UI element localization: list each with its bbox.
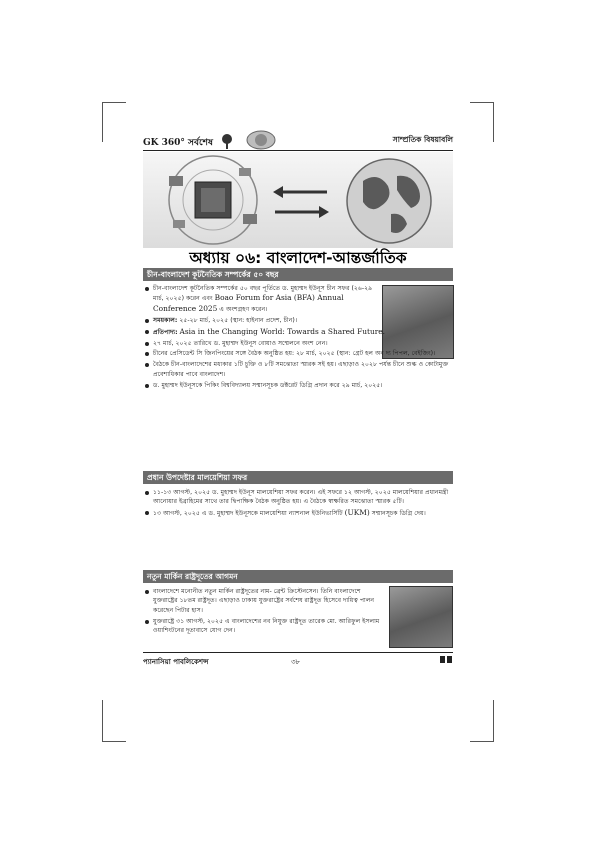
chapter-title: অধ্যায় ০৬: বাংলাদেশ-আন্তর্জাতিক (189, 249, 407, 267)
satellite-network-icon (163, 154, 273, 246)
list-item: ১৩ আগস্ট, ২০২৫ এ ড. মুহাম্মদ ইউনূসকে মালয়েশিয়া ন্যাশনাল ইউনিভার্সিটি (UKM) সম্মানসূচক ডিগ্রি দেয়। (143, 508, 453, 518)
list-item: ড. মুহাম্মদ ইউনূসকে পিকিং বিশ্ববিদ্যালয় সম্মানসূচক ডক্টরেট ডিগ্রি প্রদান করে ২৯ মার্চ, ২০২৫। (143, 381, 453, 390)
bullet-list-china (143, 284, 453, 392)
crop-mark (102, 102, 103, 142)
crop-mark (102, 700, 103, 742)
list-item: সময়কাল: ২৫-২৮ মার্চ, ২০২৫ (স্থান: হাইনান প্রদেশ, চীন)। (143, 316, 453, 325)
list-item: ১১-১৩ আগস্ট, ২০২৫ ড. মুহাম্মদ ইউনূস মালয়েশিয়া সফর করেন। এই সফরে ১২ আগস্ট, ২০২৫ মালয়েশিয়ার প্রধানমন্ত্রী আনোয়ার ইব্রাহিমের সাথে তার দ্বিপাক্ষিক বৈঠক অনুষ্ঠিত হয়। এ বৈঠকে স্বাক্ষরিত সমঝোতা স্মারক ৫টি। (143, 488, 453, 507)
list-item: ২৭ মার্চ, ২০২৫ তারিখে ড. মুহাম্মদ ইউনূস বোয়াও সম্মেলনে অংশ নেন। (143, 339, 453, 348)
crop-mark (102, 741, 126, 742)
page-footer (143, 652, 453, 667)
crop-mark (470, 741, 494, 742)
list-item: যুক্তরাষ্ট্রে ৩১ আগস্ট, ২০২৫ এ বাংলাদেশের নব নিযুক্ত রাষ্ট্রদূত তারেক মো. আরিফুল ইসলাম ওয়াশিংটনের দূতাবাসে যোগ দেন। (143, 617, 453, 636)
publisher-name: প্যানাসিয়া পাবলিকেশন্স (143, 658, 209, 666)
crop-mark (493, 102, 494, 142)
page-number: ৩৮ (291, 658, 301, 666)
section-tag: সাম্প্রতিক বিষয়াবলি (392, 135, 453, 144)
list-item: চীন-বাংলাদেশ কূটনৈতিক সম্পর্কের ৫০ বছর পূর্তিতে ড. মুহাম্মদ ইউনূস চীন সফর (২৬-২৯ মার্চ, ২০২৫) করেন এবং Boao Forum for Asia (BFA) Annual Conference 2025 এ অংশগ্রহণ করেন। (143, 284, 453, 314)
crop-mark (102, 102, 126, 103)
crop-mark (493, 700, 494, 742)
globe-icon (333, 156, 445, 246)
section-heading-china: চীন-বাংলাদেশ কূটনৈতিক সম্পর্কের ৫০ বছর (143, 268, 453, 281)
list-item: চীনের প্রেসিডেন্ট সি জিনপিংয়ের সঙ্গে বৈঠক অনুষ্ঠিত হয়: ২৮ মার্চ, ২০২৫ (স্থান: গ্রেট হল অব দ্য পিপল, বেইজিং)। (143, 349, 453, 358)
list-item: বৈঠকে চীন-বাংলাদেশের মধ্যকার ১টি চুক্তি ও ৮টি সমঝোতা স্মারক সই হয়। এছাড়াও ২০২৮ পর্যন্ত চীনে শুল্ক ও কোটামুক্ত প্রবেশাধিকার পাবে বাংলাদেশ। (143, 360, 453, 379)
crop-mark (470, 102, 494, 103)
list-item: বাংলাদেশে মনোনীত নতুন মার্কিন রাষ্ট্রদূতের নাম- ব্রেন্ট ক্রিস্টেনসেন। তিনি বাংলাদেশে যুক্তরাষ্ট্রের ১৮তম রাষ্ট্রদূত। এছাড়াও ঢাকায় যুক্তরাষ্ট্রের সর্বশেষ রাষ্ট্রদূত হিসেবে দায়িত্ব পালন করেছেন পিটার হাস। (143, 587, 453, 615)
list-item: প্রতিপাদ্য: Asia in the Changing World: Towards a Shared Future. (143, 327, 453, 337)
book-page (143, 130, 453, 670)
bullet-list-malaysia (143, 488, 453, 520)
exchange-arrows-icon (271, 182, 331, 222)
brand-title: GK 360° সর্বশেষ (143, 138, 213, 148)
section-heading-us-ambassador: নতুন মার্কিন রাষ্ট্রদূতের আগমন (143, 570, 453, 583)
section-heading-malaysia: প্রধান উপদেষ্টার মালয়েশিয়া সফর (143, 471, 453, 484)
bullet-list-us (143, 587, 453, 637)
publisher-logo-icon (439, 654, 453, 665)
magnifier-globe-icon (221, 128, 291, 150)
chapter-banner (143, 152, 453, 248)
page-header (143, 130, 453, 151)
